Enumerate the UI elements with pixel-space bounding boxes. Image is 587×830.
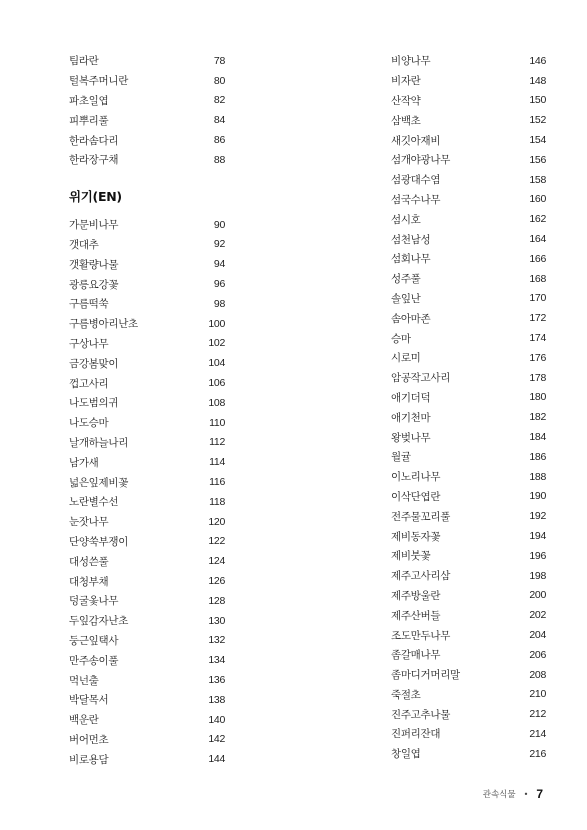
entry-page: 178 xyxy=(529,371,546,384)
entry-page: 116 xyxy=(209,476,225,489)
entry-page: 138 xyxy=(208,693,225,706)
index-entry xyxy=(69,353,225,373)
entry-page: 100 xyxy=(208,317,225,330)
entry-name: 껍고사리 xyxy=(69,377,109,390)
entry-name: 나도승마 xyxy=(69,417,109,430)
index-entry xyxy=(391,487,546,507)
index-entry xyxy=(69,591,225,611)
index-entry xyxy=(69,373,225,393)
entry-page: 98 xyxy=(213,297,225,310)
index-entry xyxy=(391,526,546,546)
index-entry xyxy=(69,274,225,294)
entry-page: 168 xyxy=(529,272,546,285)
entry-page: 104 xyxy=(208,357,225,370)
entry-page: 144 xyxy=(208,753,225,766)
index-entry xyxy=(391,467,546,487)
index-entry xyxy=(69,532,225,552)
entry-name: 삼백초 xyxy=(391,114,421,127)
index-entry xyxy=(391,328,546,348)
entry-page: 170 xyxy=(529,292,546,305)
index-entry xyxy=(69,51,225,71)
entry-name: 눈잣나무 xyxy=(69,516,109,529)
entry-page: 142 xyxy=(208,733,225,746)
index-entry xyxy=(391,506,546,526)
index-entry xyxy=(69,512,225,532)
entry-name: 비로용담 xyxy=(69,753,109,766)
entry-page: 204 xyxy=(529,629,546,641)
entry-name: 성주풀 xyxy=(391,273,421,286)
index-entry xyxy=(391,704,546,724)
index-entry xyxy=(69,254,225,274)
entry-page: 94 xyxy=(213,258,225,271)
entry-name: 섬시호 xyxy=(391,213,421,226)
entry-page: 128 xyxy=(208,594,225,607)
index-entry xyxy=(391,665,546,685)
entry-page: 200 xyxy=(529,589,546,602)
entry-page: 192 xyxy=(529,510,546,523)
entry-name: 한라솜다리 xyxy=(69,134,119,147)
index-entry xyxy=(69,294,225,314)
entry-name: 애기천마 xyxy=(391,411,431,424)
entry-page: 154 xyxy=(529,134,546,147)
entry-page: 174 xyxy=(529,332,546,345)
entry-name: 솔잎난 xyxy=(391,292,421,305)
index-entry xyxy=(391,209,546,229)
entry-page: 96 xyxy=(213,278,225,291)
index-left-column xyxy=(69,51,225,769)
entry-name: 한라장구채 xyxy=(69,154,119,167)
entry-name: 죽절초 xyxy=(391,688,421,701)
entry-page: 92 xyxy=(213,238,225,251)
entry-name: 제비동자꽃 xyxy=(391,530,441,543)
entry-page: 82 xyxy=(213,94,225,107)
entry-page: 190 xyxy=(529,490,546,503)
index-entry xyxy=(69,611,225,631)
entry-page: 188 xyxy=(529,470,546,483)
index-entry xyxy=(391,685,546,705)
entry-name: 만주송이풀 xyxy=(69,654,119,667)
index-entry xyxy=(69,690,225,710)
entry-name: 승마 xyxy=(391,332,411,345)
index-entry xyxy=(69,235,225,255)
index-entry xyxy=(391,110,546,130)
index-entry xyxy=(391,447,546,467)
entry-page: 80 xyxy=(213,74,225,87)
entry-name: 날개하늘나리 xyxy=(69,436,129,449)
entry-page: 122 xyxy=(208,535,225,548)
entry-name: 좀마디거머리말 xyxy=(391,669,460,682)
entry-name: 새깃아재비 xyxy=(391,134,441,147)
index-entry xyxy=(391,308,546,328)
entry-page: 186 xyxy=(529,450,546,463)
entry-page: 106 xyxy=(208,377,225,390)
index-entry xyxy=(69,472,225,492)
index-entry xyxy=(69,130,225,150)
entry-page: 208 xyxy=(529,668,546,681)
entry-page: 118 xyxy=(209,495,225,508)
entry-name: 구름병아리난초 xyxy=(69,318,138,331)
entry-page: 88 xyxy=(213,153,225,166)
entry-name: 제주방울란 xyxy=(391,589,441,602)
index-entry xyxy=(391,289,546,309)
index-entry xyxy=(391,407,546,427)
entry-page: 126 xyxy=(208,575,225,588)
entry-page: 110 xyxy=(209,416,225,429)
section-heading: 위기(EN) xyxy=(69,189,122,205)
entry-name: 솜아마존 xyxy=(391,312,431,325)
entry-name: 남가새 xyxy=(69,456,99,469)
entry-name: 비자란 xyxy=(391,75,421,88)
index-entry xyxy=(391,269,546,289)
index-entry xyxy=(391,586,546,606)
page-number: 7 xyxy=(536,787,543,801)
entry-name: 버어먼초 xyxy=(69,733,109,746)
index-entry xyxy=(391,625,546,645)
entry-name: 전주물꼬리풀 xyxy=(391,510,451,523)
entry-page: 86 xyxy=(213,134,225,147)
index-entry xyxy=(391,249,546,269)
entry-name: 진주고추나물 xyxy=(391,708,451,721)
entry-page: 202 xyxy=(529,609,546,622)
entry-name: 덩굴옻나무 xyxy=(69,595,119,608)
entry-name: 단양쑥부쟁이 xyxy=(69,535,129,548)
entry-name: 박달목서 xyxy=(69,694,109,707)
entry-page: 160 xyxy=(529,193,546,206)
entry-name: 섬천남성 xyxy=(391,233,431,246)
entry-name: 섬회나무 xyxy=(391,253,431,266)
entry-page: 140 xyxy=(208,713,225,726)
entry-name: 백운란 xyxy=(69,714,99,727)
index-entry xyxy=(69,215,225,235)
entry-name: 노란별수선 xyxy=(69,496,119,509)
index-entry xyxy=(69,650,225,670)
entry-name: 금강봄맞이 xyxy=(69,357,119,370)
entry-name: 애기더덕 xyxy=(391,391,431,404)
index-entry xyxy=(391,190,546,210)
entry-page: 156 xyxy=(529,153,546,166)
entry-name: 비양나무 xyxy=(391,55,431,68)
entry-name: 창일엽 xyxy=(391,748,421,761)
entry-page: 120 xyxy=(208,515,225,528)
index-entry xyxy=(69,433,225,453)
entry-page: 184 xyxy=(529,431,546,444)
entry-page: 134 xyxy=(208,654,225,667)
entry-name: 갯대추 xyxy=(69,238,99,251)
index-right-column xyxy=(391,51,546,764)
index-entry xyxy=(69,334,225,354)
index-entry xyxy=(391,71,546,91)
index-entry xyxy=(69,150,225,170)
entry-page: 130 xyxy=(208,614,225,627)
entry-name: 피뿌리풀 xyxy=(69,114,109,127)
entry-name: 조도만두나무 xyxy=(391,629,451,642)
index-entry xyxy=(69,571,225,591)
index-list-left-bottom xyxy=(69,215,225,769)
index-entry xyxy=(391,150,546,170)
entry-name: 왕벚나무 xyxy=(391,431,431,444)
entry-name: 넓은잎제비꽃 xyxy=(69,476,129,489)
entry-page: 146 xyxy=(529,54,546,67)
entry-page: 182 xyxy=(529,411,546,424)
entry-page: 196 xyxy=(529,549,546,562)
index-entry xyxy=(391,170,546,190)
index-entry xyxy=(391,368,546,388)
entry-page: 198 xyxy=(529,569,546,582)
entry-page: 90 xyxy=(213,218,225,231)
footer-label: 관속식물 xyxy=(482,790,516,800)
entry-page: 212 xyxy=(529,708,546,721)
entry-page: 162 xyxy=(529,213,546,226)
entry-name: 파초일엽 xyxy=(69,94,109,107)
index-entry xyxy=(69,452,225,472)
index-entry xyxy=(391,546,546,566)
entry-name: 가문비나무 xyxy=(69,219,119,232)
entry-page: 210 xyxy=(529,688,546,701)
entry-page: 172 xyxy=(529,312,546,325)
entry-name: 섬개야광나무 xyxy=(391,154,451,167)
index-list-left-top xyxy=(69,51,225,170)
index-entry xyxy=(391,724,546,744)
index-entry xyxy=(391,427,546,447)
entry-name: 섬광대수염 xyxy=(391,174,441,187)
index-entry xyxy=(69,413,225,433)
entry-name: 둥근잎택사 xyxy=(69,634,119,647)
entry-name: 제비붓꽃 xyxy=(391,550,431,563)
entry-name: 진퍼리잔대 xyxy=(391,728,441,741)
index-entry xyxy=(69,492,225,512)
index-entry xyxy=(69,314,225,334)
entry-name: 구름떡쑥 xyxy=(69,298,109,311)
entry-name: 팀라란 xyxy=(69,55,99,68)
entry-name: 시로미 xyxy=(391,352,421,365)
index-entry xyxy=(69,71,225,91)
index-entry xyxy=(69,393,225,413)
index-entry xyxy=(69,670,225,690)
entry-name: 섬국수나무 xyxy=(391,193,441,206)
entry-page: 108 xyxy=(208,396,225,409)
entry-page: 150 xyxy=(529,94,546,107)
entry-name: 암공작고사리 xyxy=(391,372,451,385)
entry-page: 102 xyxy=(208,337,225,350)
entry-page: 214 xyxy=(529,727,546,740)
entry-name: 월귤 xyxy=(391,451,411,464)
entry-page: 158 xyxy=(529,173,546,186)
entry-page: 176 xyxy=(529,351,546,364)
index-entry xyxy=(391,91,546,111)
index-entry xyxy=(69,710,225,730)
entry-page: 148 xyxy=(529,74,546,87)
index-entry xyxy=(391,605,546,625)
index-entry xyxy=(69,749,225,769)
entry-page: 164 xyxy=(529,233,546,246)
index-entry xyxy=(391,130,546,150)
index-entry xyxy=(391,566,546,586)
index-entry xyxy=(391,645,546,665)
entry-name: 제주산버들 xyxy=(391,609,441,622)
entry-page: 194 xyxy=(529,530,546,543)
entry-page: 114 xyxy=(209,456,225,469)
index-entry xyxy=(391,229,546,249)
index-entry xyxy=(391,744,546,764)
index-entry xyxy=(69,91,225,111)
entry-name: 제주고사리삼 xyxy=(391,570,451,583)
entry-page: 206 xyxy=(529,648,546,661)
page-footer xyxy=(483,787,543,801)
entry-name: 두잎감자난초 xyxy=(69,615,129,628)
entry-name: 이삭단엽란 xyxy=(391,490,441,503)
entry-name: 먹넌출 xyxy=(69,674,99,687)
entry-name: 털복주머니란 xyxy=(69,75,129,88)
index-entry xyxy=(69,730,225,750)
index-entry xyxy=(391,51,546,71)
entry-page: 132 xyxy=(208,634,225,647)
entry-page: 78 xyxy=(213,54,225,67)
index-entry xyxy=(69,631,225,651)
entry-page: 124 xyxy=(208,555,225,568)
entry-page: 166 xyxy=(529,252,546,265)
entry-name: 갯활량나물 xyxy=(69,258,119,271)
entry-name: 이노리나무 xyxy=(391,471,441,484)
entry-page: 180 xyxy=(529,391,546,404)
entry-name: 대성쓴풀 xyxy=(69,555,109,568)
entry-name: 대청부채 xyxy=(69,575,109,588)
entry-page: 84 xyxy=(213,114,225,127)
footer-separator: • xyxy=(523,789,529,799)
index-entry xyxy=(391,388,546,408)
entry-name: 나도범의귀 xyxy=(69,397,119,410)
index-entry xyxy=(391,348,546,368)
entry-page: 136 xyxy=(208,674,225,686)
index-list-right xyxy=(391,51,546,764)
entry-page: 216 xyxy=(529,747,546,760)
entry-name: 좀갈매나무 xyxy=(391,649,441,662)
entry-page: 112 xyxy=(209,436,225,449)
entry-page: 152 xyxy=(529,114,546,127)
entry-name: 구상나무 xyxy=(69,337,109,350)
index-entry xyxy=(69,110,225,130)
index-entry xyxy=(69,551,225,571)
entry-name: 광릉요강꽃 xyxy=(69,278,119,291)
entry-name: 산작약 xyxy=(391,94,421,107)
